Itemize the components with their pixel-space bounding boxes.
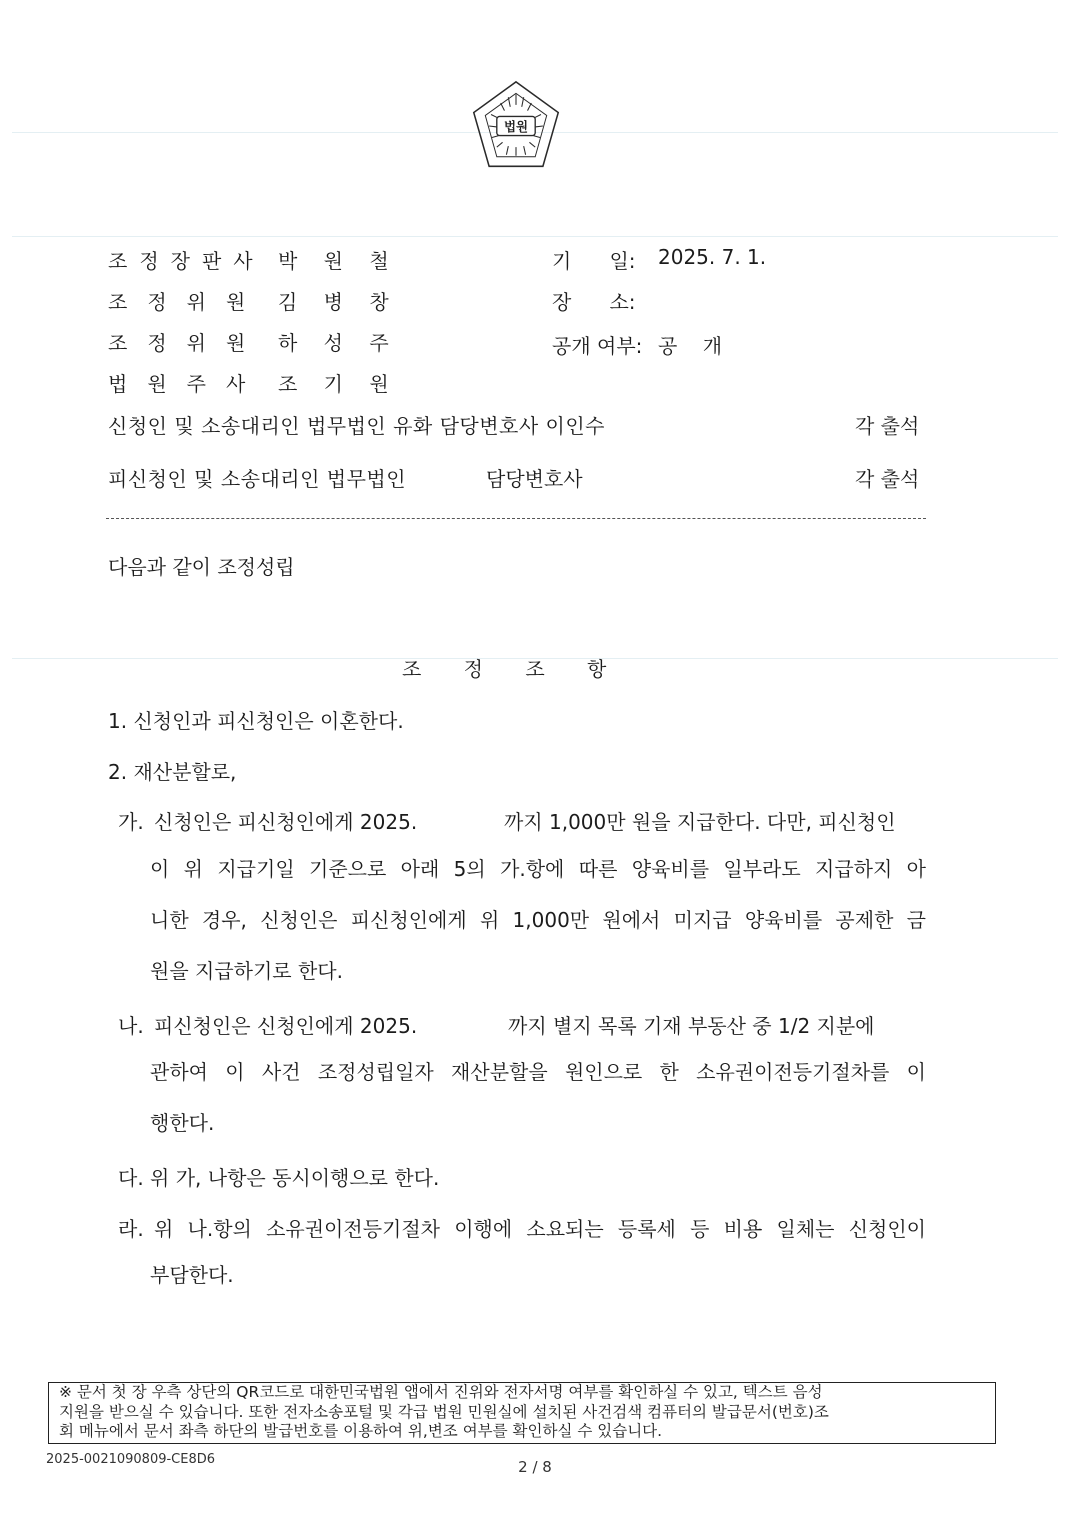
hearing-place-label: 장 소: bbox=[552, 290, 636, 314]
clause-ga-text: 까지 1,000만 원을 지급한다. 다만, 피신청인 bbox=[504, 810, 896, 834]
clause-1: 1. 신청인과 피신청인은 이혼한다. bbox=[108, 709, 404, 733]
page-number: 2 / 8 bbox=[518, 1458, 552, 1476]
applicant-attendance: 신청인 및 소송대리인 법무법인 유화 담당변호사 이인수 bbox=[108, 414, 606, 438]
clause-ga-text: 신청인은 피신청인에게 2025. bbox=[154, 810, 418, 834]
clause-na-text: 행한다. bbox=[150, 1111, 215, 1135]
clause-ra-text: 위 나.항의 소유권이전등기절차 이행에 소요되는 등록세 등 비용 일체는 신청인이 bbox=[154, 1217, 926, 1241]
hearing-date-value: 2025. 7. 1. bbox=[658, 245, 767, 269]
clause-na-text: 관하여 이 사건 조정성립일자 재산분할을 원인으로 한 소유권이전등기절차를 이 bbox=[150, 1060, 926, 1084]
clause-2: 2. 재산분할로, bbox=[108, 760, 237, 784]
attendance-status: 각 출석 bbox=[855, 414, 920, 438]
notice-line: 회 메뉴에서 문서 좌측 하단의 발급번호를 이용하여 위,변조 여부를 확인하실 수 있습니다. bbox=[59, 1422, 663, 1440]
panel-role: 조정위원 bbox=[108, 290, 266, 314]
clause-ga-text: 원을 지급하기로 한다. bbox=[150, 959, 343, 983]
hearing-date-label: 기 일: bbox=[552, 249, 636, 273]
court-emblem-icon bbox=[468, 78, 564, 174]
notice-line: 지원을 받으실 수 있습니다. 또한 전자소송포털 및 각급 법원 민원실에 설치된 사건검색 컴퓨터의 발급문서(번호)조 bbox=[59, 1402, 829, 1421]
public-status-value: 공 개 bbox=[658, 334, 723, 358]
verification-notice bbox=[48, 1382, 996, 1444]
clause-ga-text: 이 위 지급기일 기준으로 아래 5의 가.항에 따른 양육비를 일부라도 지급하지 아 bbox=[150, 857, 926, 881]
clause-da: 다. 위 가, 나항은 동시이행으로 한다. bbox=[118, 1166, 440, 1190]
respondent-lawyer: 담당변호사 bbox=[486, 467, 583, 491]
panel-name: 조 기 원 bbox=[278, 372, 399, 396]
clause-na-text: 까지 별지 목록 기재 부동산 중 1/2 지분에 bbox=[508, 1014, 875, 1038]
document-number: 2025-0021090809-CE8D6 bbox=[46, 1452, 216, 1467]
public-status-label: 공개 여부: bbox=[552, 334, 643, 358]
emblem-label: 법원 bbox=[503, 118, 529, 134]
panel-name: 하 성 주 bbox=[278, 331, 399, 355]
section-title: 조 정 조 항 bbox=[402, 657, 625, 681]
scan-line bbox=[12, 236, 1058, 237]
panel-role: 법원주사 bbox=[108, 372, 266, 396]
clause-ga-label: 가. bbox=[118, 810, 144, 834]
respondent-attendance: 피신청인 및 소송대리인 법무법인 bbox=[108, 467, 407, 491]
clause-ga-text: 니한 경우, 신청인은 피신청인에게 위 1,000만 원에서 미지급 양육비를 공제한 금 bbox=[150, 908, 926, 932]
panel-name: 박 원 철 bbox=[278, 249, 399, 273]
clause-ra-label: 라. bbox=[118, 1217, 144, 1241]
divider bbox=[106, 518, 926, 519]
panel-role: 조정위원 bbox=[108, 331, 266, 355]
notice-line: ※ 문서 첫 장 우측 상단의 QR코드로 대한민국법원 앱에서 진위와 전자서명 여부를 확인하실 수 있고, 텍스트 음성 bbox=[59, 1383, 823, 1401]
attendance-status: 각 출석 bbox=[855, 467, 920, 491]
clause-na-text: 피신청인은 신청인에게 2025. bbox=[154, 1014, 418, 1038]
panel-name: 김 병 창 bbox=[278, 290, 399, 314]
mediation-result: 다음과 같이 조정성립 bbox=[108, 555, 295, 579]
clause-ra-text: 부담한다. bbox=[150, 1263, 234, 1287]
panel-role: 조정장판사 bbox=[108, 249, 265, 273]
clause-na-label: 나. bbox=[118, 1014, 144, 1038]
